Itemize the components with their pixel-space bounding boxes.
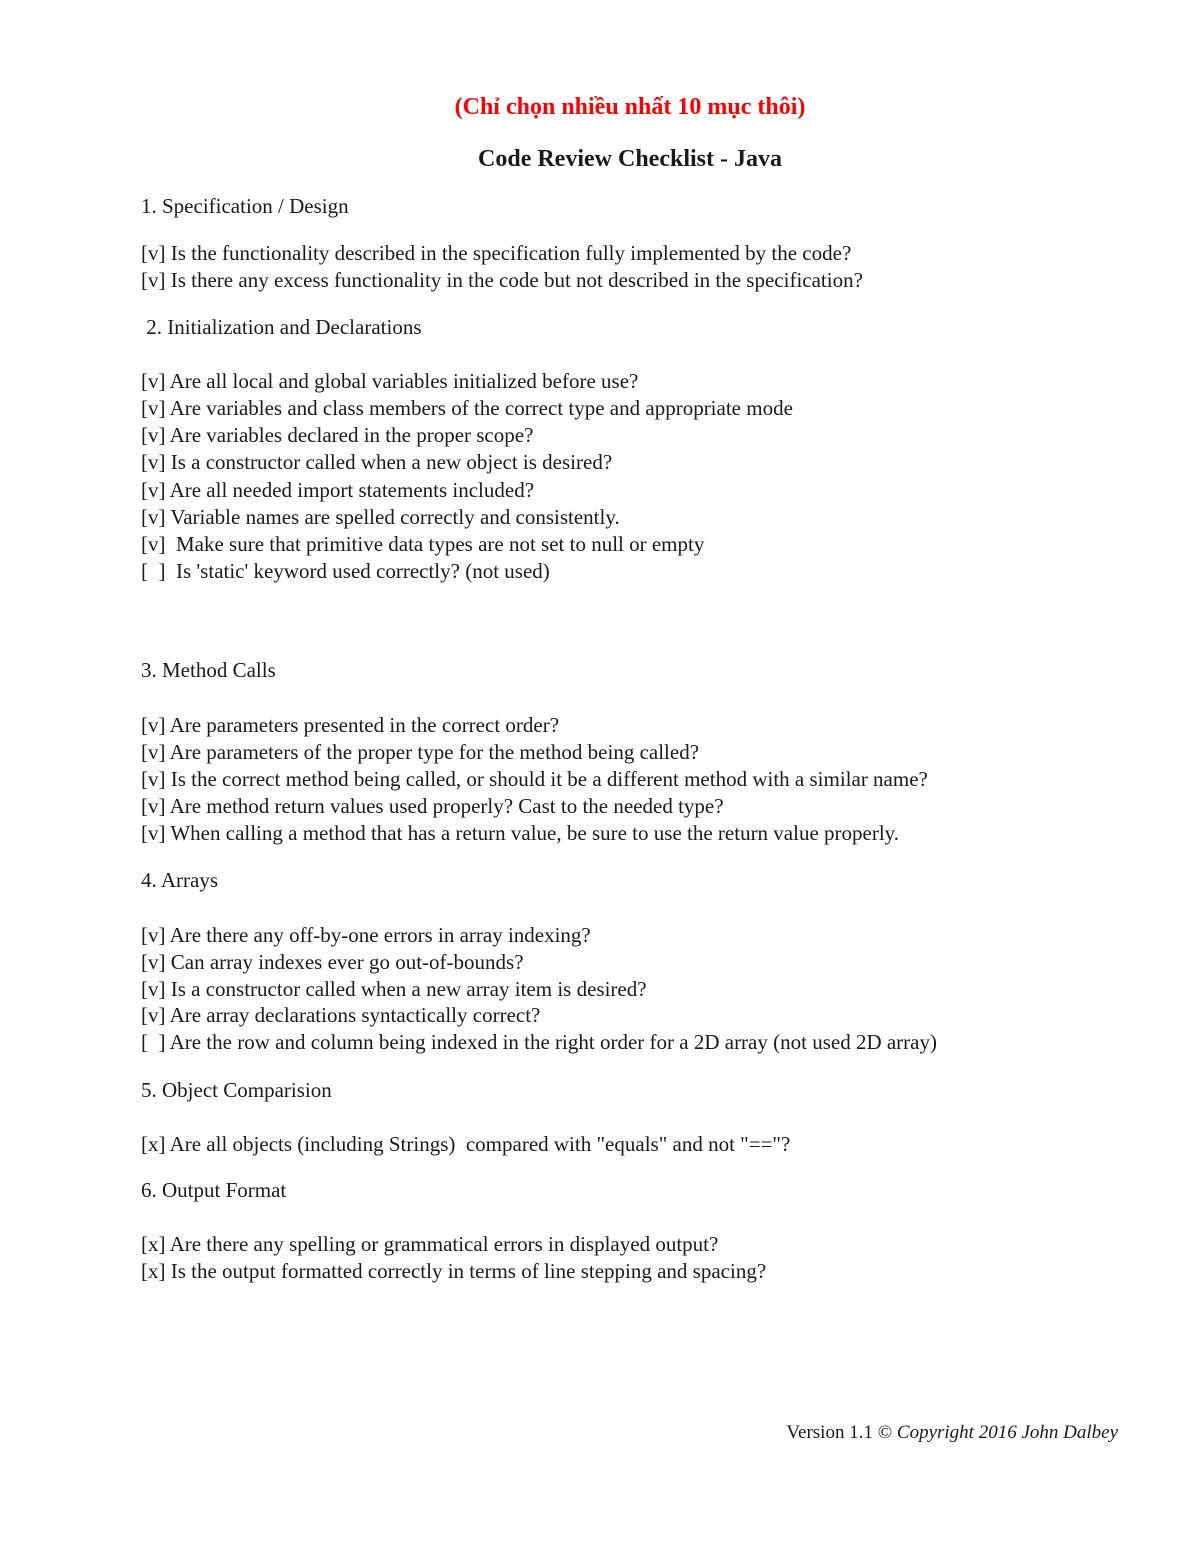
- checklist-item: [ ] Is 'static' keyword used correctly? (not used): [141, 559, 550, 583]
- checklist-item: [v] When calling a method that has a return value, be sure to use the return value properly.: [141, 821, 900, 845]
- instruction-note: (Chỉ chọn nhiều nhất 10 mục thôi): [454, 94, 806, 120]
- checklist-item: [v] Are parameters of the proper type for the method being called?: [141, 740, 700, 764]
- checklist-item: [v] Are there any off-by-one errors in array indexing?: [141, 923, 591, 947]
- checklist-item: [v] Variable names are spelled correctly and consistently.: [141, 505, 620, 529]
- version-text: Version 1.1 ©: [786, 1422, 897, 1443]
- checklist-item: [v] Make sure that primitive data types are not set to null or empty: [141, 532, 705, 556]
- section-heading: 4. Arrays: [141, 868, 218, 892]
- checklist-item: [v] Are parameters presented in the correct order?: [141, 713, 560, 737]
- checklist-item: [v] Is there any excess functionality in the code but not described in the specification?: [141, 268, 863, 292]
- checklist-item: [v] Can array indexes ever go out-of-bounds?: [141, 950, 524, 974]
- checklist-item: [v] Are all needed import statements included?: [141, 478, 535, 502]
- checklist-item: [x] Are all objects (including Strings) compared with "equals" and not "=="?: [141, 1132, 791, 1156]
- checklist-item: [v] Is the correct method being called, or should it be a different method with a similar name?: [141, 767, 928, 791]
- checklist-item: [v] Are variables declared in the proper scope?: [141, 423, 534, 447]
- section-heading: 3. Method Calls: [141, 658, 276, 682]
- version-footer: [786, 1422, 1118, 1444]
- section-heading: 6. Output Format: [141, 1178, 287, 1202]
- checklist-item: [v] Are variables and class members of the correct type and appropriate mode: [141, 396, 793, 420]
- checklist-item: [x] Are there any spelling or grammatical errors in displayed output?: [141, 1232, 719, 1256]
- checklist-item: [v] Is a constructor called when a new array item is desired?: [141, 977, 647, 1001]
- checklist-item: [v] Are array declarations syntactically correct?: [141, 1003, 541, 1027]
- section-heading: 5. Object Comparision: [141, 1078, 332, 1102]
- page-title: Code Review Checklist - Java: [478, 146, 782, 172]
- section-heading: 2. Initialization and Declarations: [141, 315, 422, 339]
- copyright-text: Copyright 2016 John Dalbey: [896, 1422, 1118, 1443]
- checklist-item: [v] Are all local and global variables initialized before use?: [141, 369, 639, 393]
- checklist-item: [v] Is the functionality described in the specification fully implemented by the code?: [141, 241, 852, 265]
- section-heading: 1. Specification / Design: [141, 194, 349, 218]
- checklist-item: [v] Is a constructor called when a new object is desired?: [141, 450, 613, 474]
- checklist-item: [ ] Are the row and column being indexed in the right order for a 2D array (not used 2D array): [141, 1030, 937, 1054]
- checklist-item: [x] Is the output formatted correctly in terms of line stepping and spacing?: [141, 1259, 767, 1283]
- checklist-item: [v] Are method return values used properly? Cast to the needed type?: [141, 794, 724, 818]
